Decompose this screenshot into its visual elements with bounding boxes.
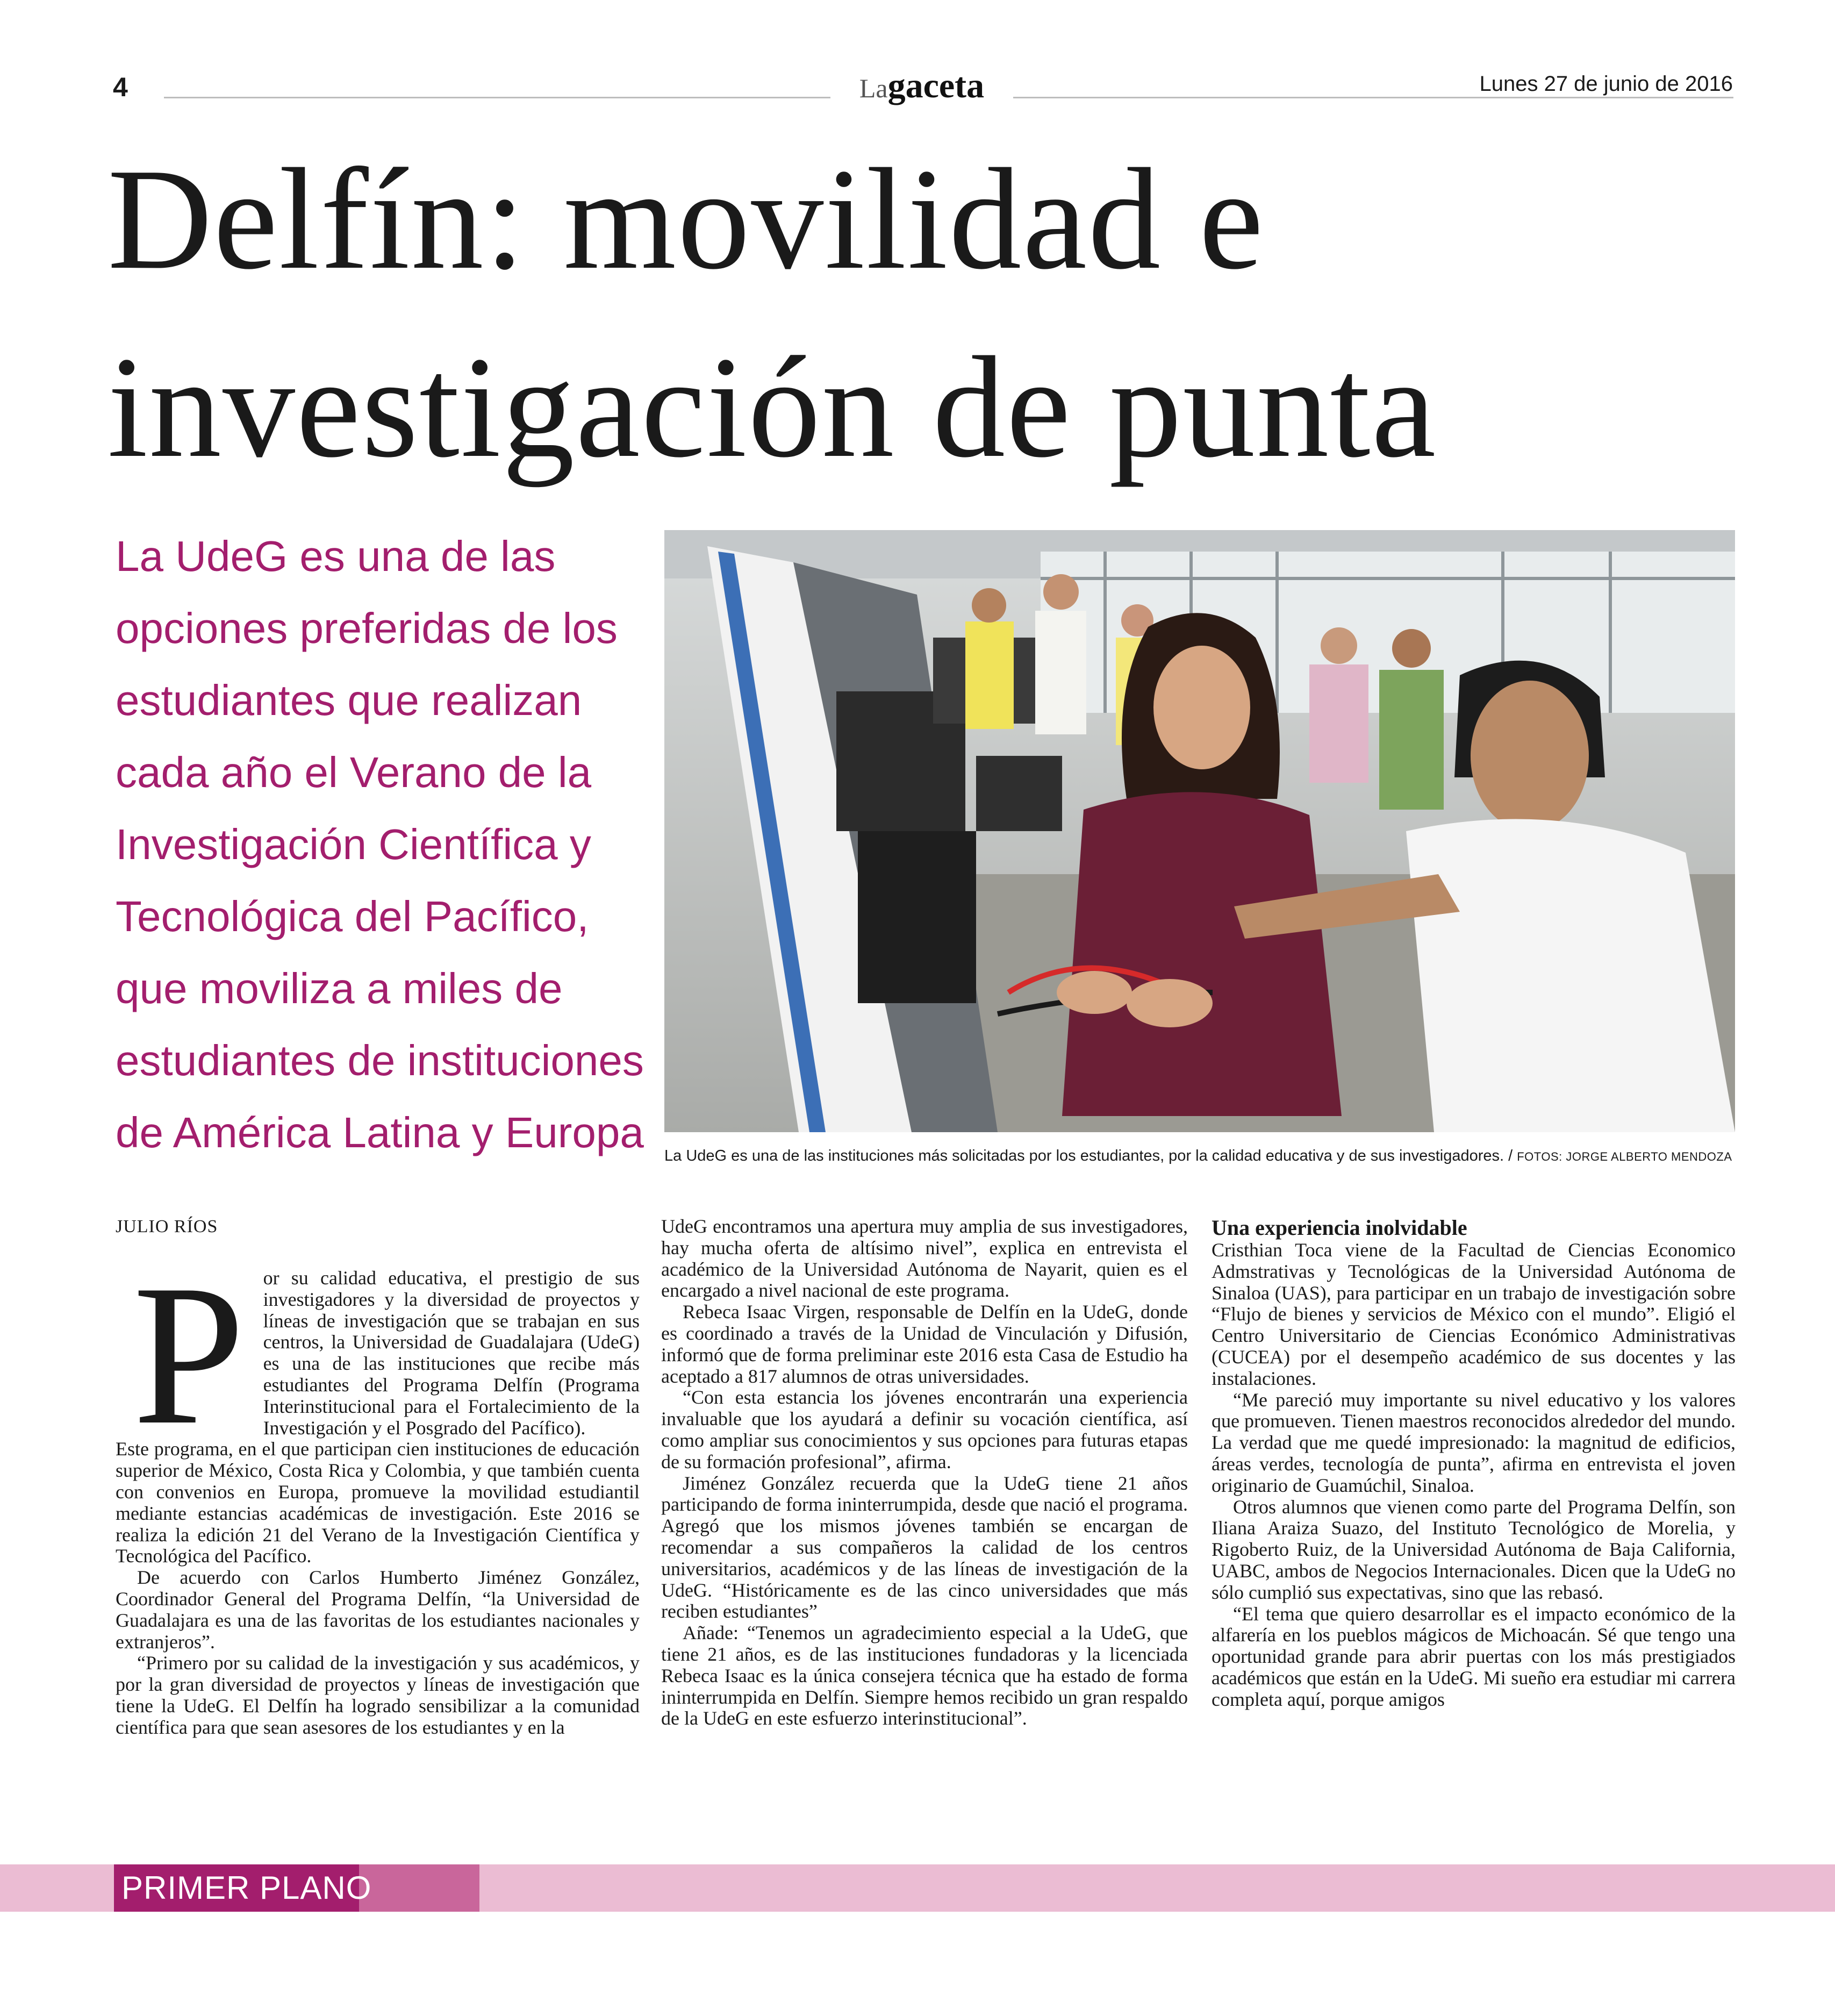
headline-line-1: Delfín: movilidad e <box>107 139 1265 299</box>
photo-illustration <box>664 530 1735 1132</box>
masthead-name: gaceta <box>887 66 985 105</box>
photo-caption <box>664 1145 1739 1168</box>
paragraph: “Me pareció muy importante su nivel educativo y los valores que promueven. Tienen maestros reconocidos alrededor del mundo. La verdad que me quedé impresionado: la magnitud de edificios, áreas verdes, tecnología de punta”, afirma en entrevista el joven originario de Guamúchil, Sinaloa. <box>1212 1389 1736 1496</box>
footer-accent-block <box>359 1864 479 1912</box>
article-deck: La UdeG es una de las opciones preferidas de los estudiantes que realizan cada año el Verano de la Investigación Científica y Tecnológica del Pacífico, que moviliza a miles de estudiantes de instituciones de América Latina y Europa <box>116 532 644 1156</box>
paragraph: UdeG encontramos una apertura muy amplia de sus investigadores, hay mucha oferta de altísimo nivel”, explica en entrevista el académico de la Universidad Autónoma de Nayarit, quien es el encargado a nivel nacional de este programa. <box>661 1216 1188 1302</box>
paragraph: or su calidad educativa, el prestigio de sus investigadores y la diversidad de proyectos y líneas de investigación que se trabajan en sus centros, la Universidad de Guadalajara (UdeG) es una de las instituciones que recibe más estudiantes del Programa Delfín (Programa Interinstitucional para el Fortalecimiento de la Investigación y el Posgrado del Pacífico). <box>263 1267 640 1439</box>
paragraph: “El tema que quiero desarrollar es el impacto económico de la alfarería en los pueblos mágicos de Michoacán. Sé que tengo una oportunidad grande para abrir puertas con los más prestigiados académicos que están en la UdeG. Mi sueño era estudiar mi carrera completa aquí, porque amigos <box>1212 1603 1736 1710</box>
paragraph: “Con esta estancia los jóvenes encontrarán una experiencia invaluable que los ayudará a definir su vocación científica, así como ampliar sus conocimientos y sus opciones para futuras etapas de su formación profesional”, afirma. <box>661 1386 1188 1472</box>
photo-credit: FOTOS: JORGE ALBERTO MENDOZA <box>1517 1150 1732 1163</box>
section-subhead: Una experiencia inolvidable <box>1212 1216 1467 1240</box>
paragraph: Otros alumnos que vienen como parte del Programa Delfín, son Iliana Araiza Suazo, del Instituto Tecnológico de Morelia, y Rigoberto Ruiz, de la Universidad Autónoma de Baja California, UABC, ambos de Negocios Internacionales. Dicen que la UdeG no sólo cumplió sus expectativas, sino que las rebasó. <box>1212 1496 1736 1603</box>
header-rule-left <box>164 97 830 98</box>
paragraph: Este programa, en el que participan cien instituciones de educación superior de México, Costa Rica y Colombia, y que también cuenta con convenios en Europa, promueve la movilidad estudiantil mediante estancias académicas de investigación. Este 2016 se realiza la edición 21 del Verano de la Investigación Científica y Tecnológica del Pacífico. <box>116 1438 640 1567</box>
paragraph: Cristhian Toca viene de la Facultad de Ciencias Economico Admstrativas y Tecnológicas de la Universidad Autónoma de Sinaloa (UAS), para participar en un trabajo de investigación sobre “Flujo de bienes y servicios de México con el mundo”. Eligió el Centro Universitario de Ciencias Económico Administrativas (CUCEA) por el desempeño académico de sus docentes y las instalaciones. <box>1212 1239 1736 1389</box>
article-photo <box>664 530 1735 1132</box>
byline: JULIO RÍOS <box>116 1217 218 1236</box>
drop-cap: P <box>133 1243 245 1467</box>
headline-line-2: investigación de punta <box>107 327 1437 488</box>
article-column-3 <box>1212 1216 1736 1711</box>
article-column-2 <box>661 1216 1188 1729</box>
masthead-logo <box>830 65 1013 117</box>
paragraph: “Primero por su calidad de la investigación y sus académicos, y por la gran diversidad de proyectos y líneas de investigación que tiene la UdeG. El Delfín ha logrado sensibilizar a la comunidad científica para que sean asesores de los estudiantes y en la <box>116 1652 640 1738</box>
paragraph: De acuerdo con Carlos Humberto Jiménez González, Coordinador General del Programa Delfín, “la Universidad de Guadalajara es una de las favoritas de los estudiantes nacionales y extranjeros”. <box>116 1567 640 1653</box>
page-number: 4 <box>113 72 128 102</box>
paragraph: Añade: “Tenemos un agradecimiento especial a la UdeG, que tiene 21 años, es de las instituciones fundadoras y la licenciada Rebeca Isaac es la única consejera técnica que ha estado de forma ininterrumpida en Delfín. Siempre hemos recibido un gran respaldo de la UdeG en este esfuerzo interinstitucional”. <box>661 1622 1188 1729</box>
issue-date: Lunes 27 de junio de 2016 <box>1479 72 1733 96</box>
caption-text: La UdeG es una de las instituciones más solicitadas por los estudiantes, por la calidad educativa y de sus investigadores. / <box>664 1147 1513 1164</box>
section-label: PRIMER PLANO <box>114 1864 359 1912</box>
article-column-1 <box>116 1216 640 1739</box>
paragraph: Rebeca Isaac Virgen, responsable de Delfín en la UdeG, donde es coordinado a través de la Unidad de Vinculación y Difusión, informó que de forma preliminar este 2016 esta Casa de Estudio ha aceptado a 817 alumnos de otras universidades. <box>661 1301 1188 1387</box>
masthead-prefix: La <box>859 73 888 103</box>
paragraph: Jiménez González recuerda que la UdeG tiene 21 años participando de forma ininterrumpida, desde que nació el programa. Agregó que los mismos jóvenes también se encargan de recomendar a sus compañeros la calidad de los centros universitarios, académicos y de las líneas de investigación de la UdeG. “Históricamente es de las cinco universidades que más reciben estudiantes” <box>661 1472 1188 1622</box>
